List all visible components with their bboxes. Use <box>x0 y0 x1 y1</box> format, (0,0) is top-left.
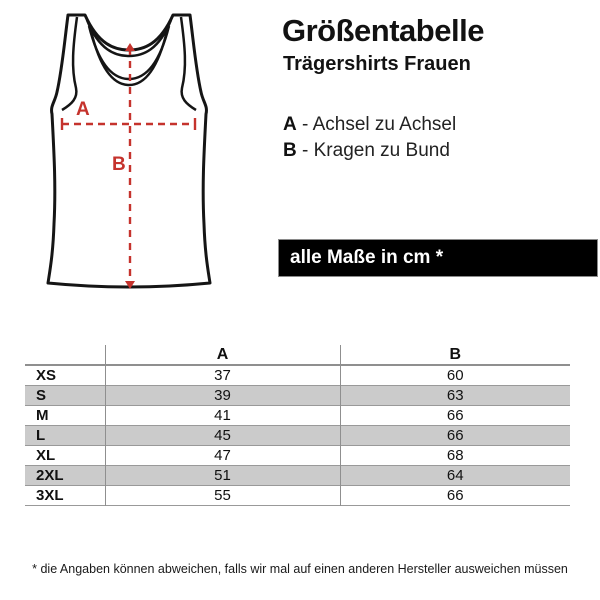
marker-b-label: B <box>112 154 126 175</box>
value-b: 60 <box>340 365 570 385</box>
value-b: 66 <box>340 405 570 425</box>
size-label: M <box>36 406 49 424</box>
legend-label-b: Kragen zu Bund <box>313 140 450 161</box>
value-b: 64 <box>340 465 570 485</box>
value-a: 39 <box>105 385 340 405</box>
header-column-a: A <box>105 345 340 365</box>
legend-item-b <box>283 138 456 164</box>
value-a: 47 <box>105 445 340 465</box>
table-header-row <box>25 345 570 365</box>
units-banner: alle Maße in cm * <box>278 239 598 277</box>
legend-key-b: B <box>283 140 297 161</box>
size-label: XL <box>36 446 56 464</box>
size-label: S <box>36 386 47 404</box>
table-row <box>25 425 570 445</box>
page-title: Größentabelle <box>282 13 484 48</box>
value-a: 55 <box>105 485 340 505</box>
legend-item-a <box>283 112 456 138</box>
legend-key-a: A <box>283 114 297 135</box>
value-a: 41 <box>105 405 340 425</box>
size-label: L <box>36 426 46 444</box>
header-size-column <box>25 345 105 365</box>
header-column-b: B <box>340 345 570 365</box>
value-b: 68 <box>340 445 570 465</box>
size-table <box>25 345 570 506</box>
value-a: 51 <box>105 465 340 485</box>
table-row <box>25 465 570 485</box>
marker-a-label: A <box>76 99 90 120</box>
disclaimer-footnote: * die Angaben können abweichen, falls wir mal auf einen anderen Hersteller ausweichen müssen <box>32 562 568 576</box>
value-a: 45 <box>105 425 340 445</box>
measurement-legend <box>283 112 456 164</box>
tank-top-diagram <box>26 2 238 297</box>
value-b: 63 <box>340 385 570 405</box>
page-subtitle: Trägershirts Frauen <box>283 53 471 75</box>
table-row <box>25 445 570 465</box>
table-row <box>25 385 570 405</box>
legend-label-a: Achsel zu Achsel <box>312 114 457 135</box>
table-row <box>25 405 570 425</box>
table-row <box>25 365 570 385</box>
size-label: 3XL <box>36 486 64 504</box>
value-b: 66 <box>340 425 570 445</box>
legend-sep: - <box>296 140 314 161</box>
table-row <box>25 485 570 505</box>
measure-line-b-arrow-top <box>125 43 135 51</box>
legend-sep: - <box>296 114 313 135</box>
size-label: 2XL <box>36 466 64 484</box>
value-b: 66 <box>340 485 570 505</box>
size-label: XS <box>36 366 57 384</box>
value-a: 37 <box>105 365 340 385</box>
